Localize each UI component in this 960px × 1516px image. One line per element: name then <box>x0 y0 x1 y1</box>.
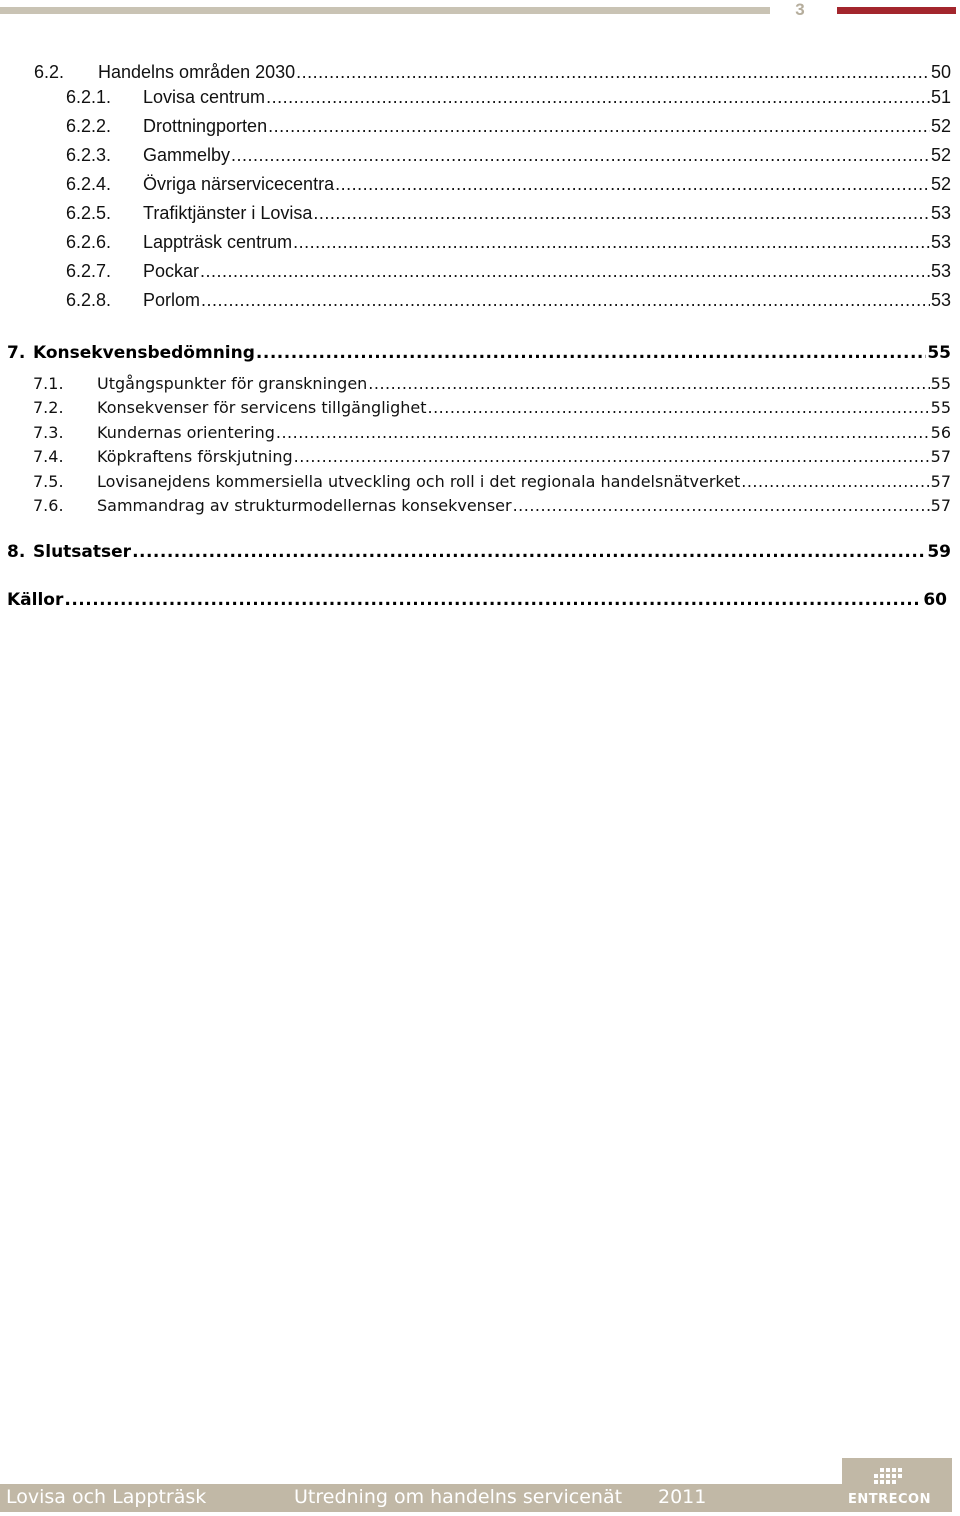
toc-entry-title: Drottningporten <box>143 116 268 136</box>
toc-entry-title: Källor <box>7 590 64 610</box>
toc-entry[interactable] <box>33 447 951 466</box>
toc-entry-title: Köpkraftens förskjutning <box>97 447 293 466</box>
toc-dot-leader <box>256 343 926 363</box>
toc-entry[interactable] <box>33 374 951 393</box>
toc-dot-leader <box>276 423 930 442</box>
toc-entry-page: 53 <box>930 232 951 252</box>
toc-entry-title: Trafiktjänster i Lovisa <box>143 203 313 223</box>
toc-entry-number: 7. <box>7 343 26 363</box>
page-number: 3 <box>795 0 805 19</box>
toc-entry[interactable] <box>33 398 951 417</box>
toc-entry-page: 53 <box>930 203 951 223</box>
toc-dot-leader <box>741 472 929 491</box>
toc-dot-leader <box>64 590 922 610</box>
toc-entry-title: Gammelby <box>143 145 231 165</box>
toc-entry[interactable] <box>66 232 951 253</box>
toc-entry-number: 6.2.3. <box>66 145 112 165</box>
header-rule-left <box>0 7 770 14</box>
toc-entry-page: 51 <box>930 87 951 107</box>
footer-document-title: Utredning om handelns servicenät <box>294 1486 623 1508</box>
toc-entry-number: 6.2.8. <box>66 290 112 310</box>
toc-entry-page: 57 <box>930 472 951 491</box>
toc-entry[interactable] <box>33 472 951 491</box>
toc-entry-page: 53 <box>930 290 951 310</box>
toc-entry-title: Lovisa centrum <box>143 87 266 107</box>
toc-dot-leader <box>293 232 930 253</box>
toc-entry-title: Konsekvensbedömning <box>33 343 255 363</box>
toc-dot-leader <box>201 290 930 311</box>
toc-entry-title: Slutsatser <box>33 542 132 562</box>
toc-entry-page: 53 <box>930 261 951 281</box>
toc-entry-page: 56 <box>930 423 951 442</box>
header-rule-right <box>837 7 956 14</box>
toc-entry-number: 8. <box>7 542 26 562</box>
toc-entry-number: 7.1. <box>33 374 64 393</box>
toc-dot-leader <box>513 496 930 515</box>
toc-entry-number: 6.2.4. <box>66 174 112 194</box>
toc-entry-page: 52 <box>930 174 951 194</box>
toc-dot-leader <box>428 398 930 417</box>
toc-entry-number: 7.6. <box>33 496 64 515</box>
toc-dot-leader <box>368 374 929 393</box>
entrecon-logo-icon <box>874 1466 904 1488</box>
toc-dot-leader <box>296 62 930 83</box>
toc-entry-number: 7.4. <box>33 447 64 466</box>
toc-entry[interactable] <box>66 174 951 195</box>
footer <box>0 1458 952 1512</box>
footer-year: 2011 <box>658 1486 707 1508</box>
toc-entry-title: Konsekvenser för servicens tillgänglighet <box>97 398 427 417</box>
toc-dot-leader <box>294 447 930 466</box>
toc-entry[interactable] <box>66 290 951 311</box>
toc-entry-page: 59 <box>927 542 951 562</box>
toc-entry-number: 7.2. <box>33 398 64 417</box>
toc-entry-page: 55 <box>930 374 951 393</box>
toc-entry-page: 50 <box>930 62 951 82</box>
toc-entry[interactable] <box>66 203 951 224</box>
toc-entry-title: Sammandrag av strukturmodellernas konsekvenser <box>97 496 512 515</box>
toc-entry[interactable] <box>33 423 951 442</box>
toc-entry-number: 6.2.1. <box>66 87 112 107</box>
toc-entry[interactable] <box>7 590 947 610</box>
logo-wordmark: ENTRECON <box>848 1492 931 1507</box>
toc-entry-number: 6.2.7. <box>66 261 112 281</box>
toc-entry-number: 6.2. <box>34 62 65 82</box>
toc-entry-number: 7.3. <box>33 423 64 442</box>
toc-entry[interactable] <box>33 496 951 515</box>
toc-entry[interactable] <box>66 261 951 282</box>
toc-entry-number: 6.2.5. <box>66 203 112 223</box>
toc-entry-page: 57 <box>930 496 951 515</box>
toc-entry-title: Utgångspunkter för granskningen <box>97 374 368 393</box>
toc-entry-title: Kundernas orientering <box>97 423 275 442</box>
toc-entry-number: 6.2.2. <box>66 116 112 136</box>
toc-entry-title: Handelns områden 2030 <box>98 62 296 82</box>
toc-entry-page: 60 <box>923 590 947 610</box>
toc-entry-title: Porlom <box>143 290 201 310</box>
toc-entry[interactable] <box>7 343 951 363</box>
toc-entry[interactable] <box>34 62 951 83</box>
toc-entry[interactable] <box>66 145 951 166</box>
toc-entry[interactable] <box>66 87 951 108</box>
toc-entry-title: Pockar <box>143 261 200 281</box>
toc-entry-page: 57 <box>930 447 951 466</box>
toc-entry-page: 55 <box>927 343 951 363</box>
toc-entry-page: 55 <box>930 398 951 417</box>
toc-dot-leader <box>335 174 930 195</box>
toc-entry-title: Lovisanejdens kommersiella utveckling och roll i det regionala handelsnätverket <box>97 472 741 491</box>
toc-entry-number: 7.5. <box>33 472 64 491</box>
toc-dot-leader <box>268 116 930 137</box>
toc-dot-leader <box>231 145 930 166</box>
toc-entry-page: 52 <box>930 116 951 136</box>
footer-document-place: Lovisa och Lappträsk <box>6 1486 207 1508</box>
toc-entry-page: 52 <box>930 145 951 165</box>
toc-dot-leader <box>266 87 930 108</box>
toc-dot-leader <box>132 542 926 562</box>
toc-entry-title: Lappträsk centrum <box>143 232 293 252</box>
toc-entry-number: 6.2.6. <box>66 232 112 252</box>
toc-entry[interactable] <box>7 542 951 562</box>
toc-dot-leader <box>313 203 930 224</box>
toc-entry-title: Övriga närservicecentra <box>143 174 335 194</box>
toc-dot-leader <box>200 261 930 282</box>
toc-entry[interactable] <box>66 116 951 137</box>
